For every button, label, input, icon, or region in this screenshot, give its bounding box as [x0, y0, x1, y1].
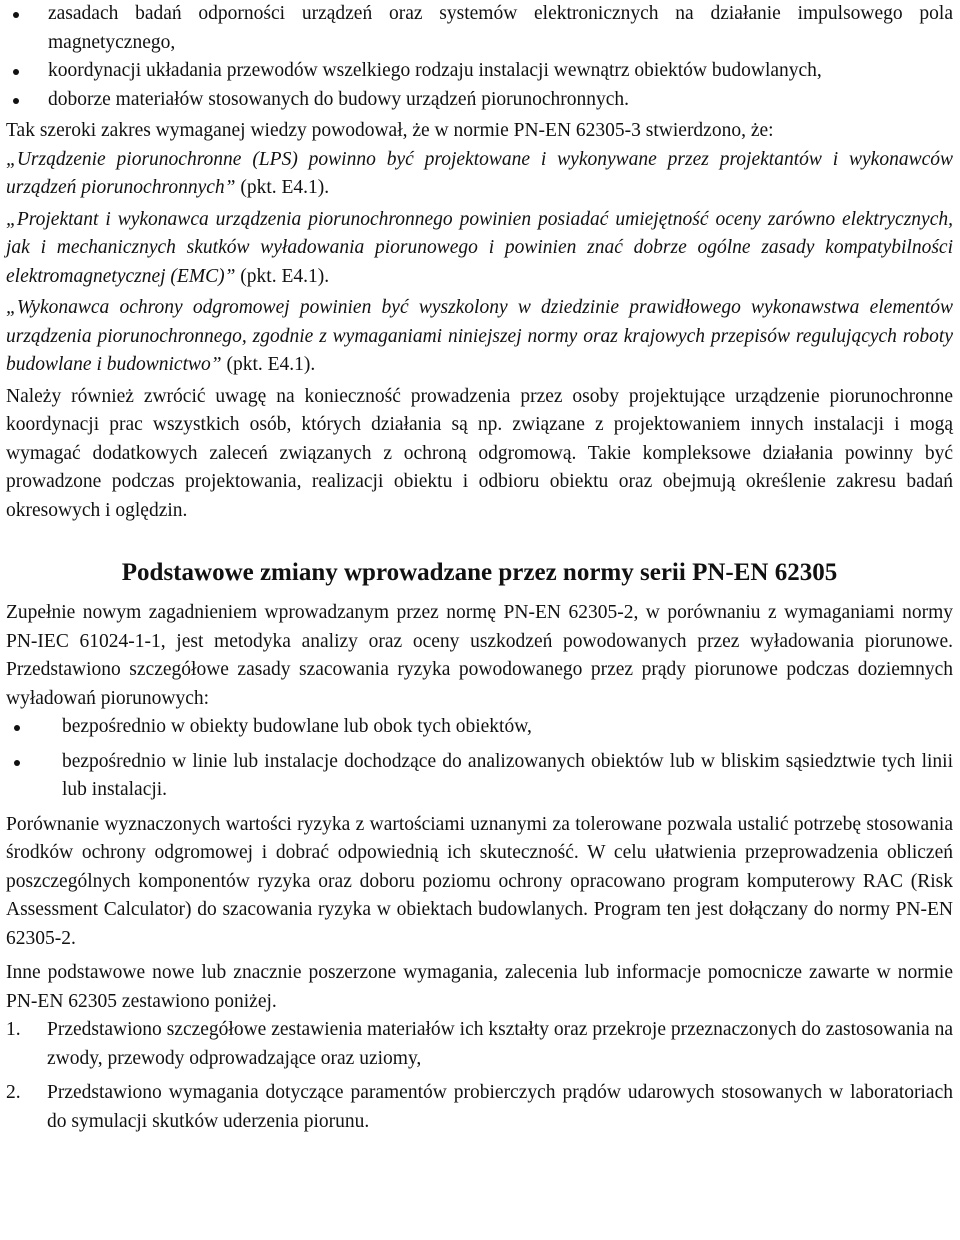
numbered-list [6, 1016, 953, 1136]
new-method-paragraph: Zupełnie nowym zagadnieniem wprowadzanym przez normę PN-EN 62305-2, w porównaniu z wymaganiami normy PN-IEC 61024-1-1, jest metodyka analizy oraz oceny uszkodzeń powodowanych przez wyładowania piorunowe. Przedstawiono szczegółowe zasady szacowania ryzyka powodowanego przez prądy piorunowe podczas doziemnych wyładowań piorunowych: [6, 602, 953, 709]
coordination-paragraph: Należy również zwrócić uwagę na konieczność prowadzenia przez osoby projektujące urządzenie piorunochronne koordynacji prac wszystkich osób, których działania są np. związane z projektowaniem innych instalacji i mogą wymagać dodatkowych zaleceń związanych z ochroną odgromową. Takie kompleksowe działania powinny być prowadzone podczas projektowania, realizacji obiektu i odbioru obiektu oraz obejmują określenie zakresu badań okresowych i oględzin. [6, 385, 953, 521]
intro-paragraph: Tak szeroki zakres wymaganej wiedzy powodował, że w normie PN-EN 62305-3 stwierdzono, że: [6, 120, 774, 141]
top-bullet-list [6, 0, 953, 114]
quote-ref: (pkt. E4.1). [235, 177, 330, 198]
item-text: Przedstawiono wymagania dotyczące paramentów probierczych prądów udarowych stosowanych w laboratoriach do symulacji skutków uderzenia piorunu. [47, 1082, 953, 1132]
comparison-paragraph: Porównanie wyznaczonych wartości ryzyka z wartościami uznanymi za tolerowane pozwala ustalić potrzebę stosowania środków ochrony odgromowej i dobrać odpowiednią ich skuteczność. W celu ułatwienia przeprowadzenia obliczeń poszczególnych komponentów ryzyka oraz doboru poziomu ochrony opracowano program komputerowy RAC (Risk Assessment Calculator) do szacowania ryzyka w obiektach budowlanych. Program ten jest dołączany do normy PN-EN 62305-2. [6, 813, 953, 949]
list-item: doborze materiałów stosowanych do budowy urządzeń piorunochronnych. [6, 86, 953, 115]
quote-paragraph [6, 294, 953, 380]
risk-bullet-list [6, 713, 953, 805]
other-requirements-paragraph: Inne podstawowe nowe lub znacznie poszerzone wymagania, zalecenia lub informacje pomocnicze zawarte w normie PN-EN 62305 zestawiono poniżej. [6, 962, 953, 1012]
list-item: bezpośrednio w linie lub instalacje dochodzące do analizowanych obiektów lub w bliskim sąsiedztwie tych linii lub instalacji. [6, 748, 953, 805]
quote-text: „Urządzenie piorunochronne (LPS) powinno być projektowane i wykonywane przez projektantów i wykonawców urządzeń piorunochronnych” [6, 148, 953, 198]
list-item: zasadach badań odporności urządzeń oraz systemów elektronicznych na działanie impulsowego pola magnetycznego, [6, 0, 953, 57]
item-number: 1. [6, 1019, 21, 1040]
list-item: koordynacji układania przewodów wszelkiego rodzaju instalacji wewnątrz obiektów budowlanych, [6, 57, 953, 86]
quote-paragraph [6, 206, 953, 292]
quote-text: „Projektant i wykonawca urządzenia piorunochronnego powinien posiadać umiejętność oceny zarówno elektrycznych, jak i mechanicznych skutków wyładowania piorunowego i powinien znać dobrze ogólne zasady kompatybilności elektromagnetycznej (EMC)” [6, 208, 953, 287]
numbered-item [6, 1079, 953, 1136]
item-number: 2. [6, 1082, 21, 1103]
list-item: bezpośrednio w obiekty budowlane lub obok tych obiektów, [6, 713, 953, 742]
quote-paragraph [6, 146, 953, 203]
quote-ref: (pkt. E4.1). [235, 265, 330, 287]
quote-text: „Wykonawca ochrony odgromowej powinien być wyszkolony w dziedzinie prawidłowego wykonawstwa elementów urządzenia piorunochronnego, zgodnie z wymaganiami niniejszej normy oraz krajowych przepisów regulujących roboty budowlane i budownictwo” [6, 297, 953, 375]
section-heading: Podstawowe zmiany wprowadzane przez normy serii PN-EN 62305 [121, 559, 838, 586]
quote-ref: (pkt. E4.1). [221, 354, 316, 375]
item-text: Przedstawiono szczegółowe zestawienia materiałów ich kształty oraz przekroje przeznaczonych do zastosowania na zwody, przewody odprowadzające oraz uziomy, [47, 1019, 953, 1069]
numbered-item [6, 1016, 953, 1073]
